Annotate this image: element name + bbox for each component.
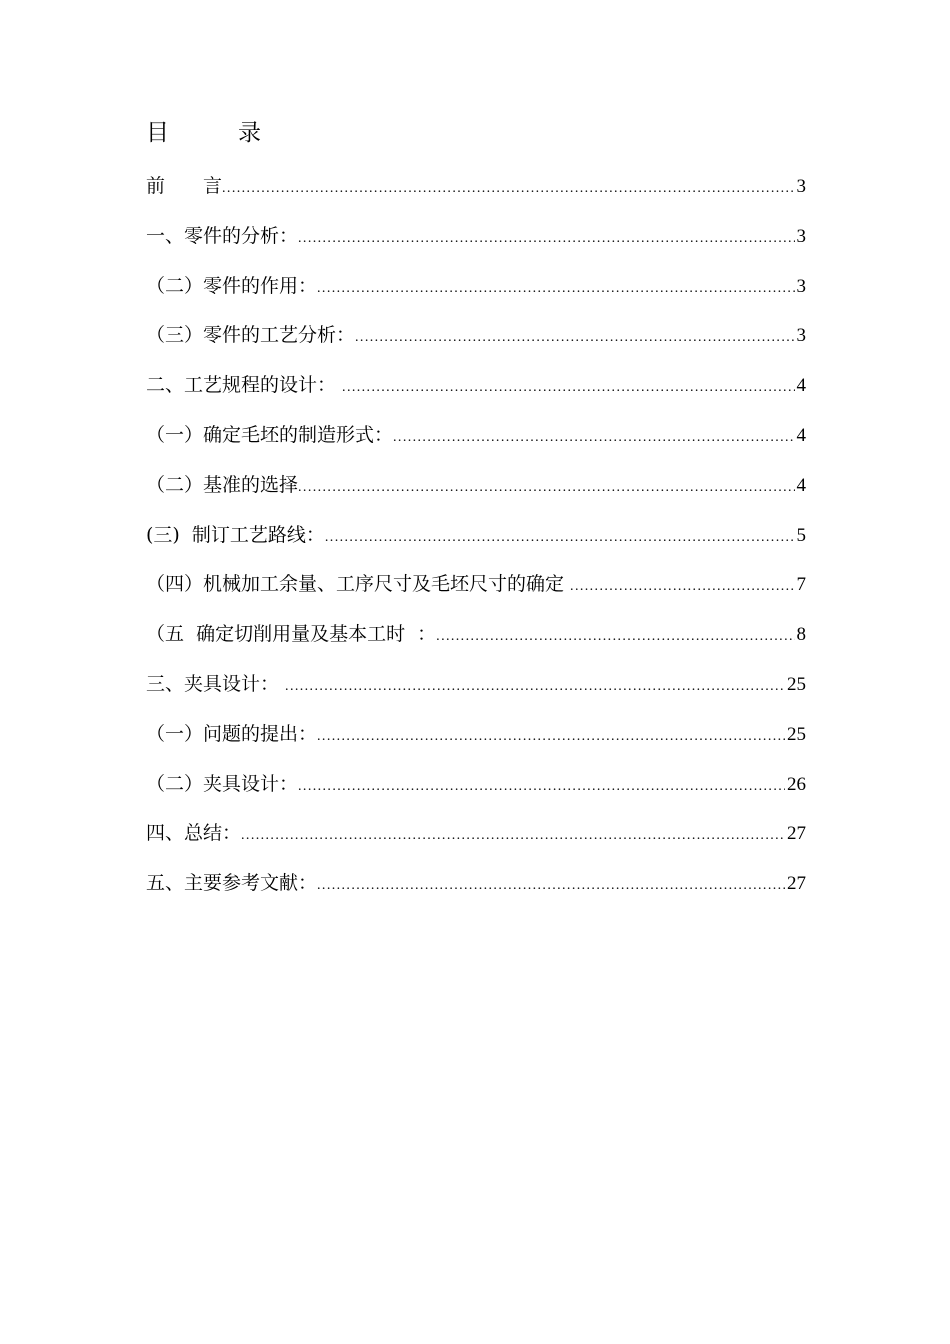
toc-entry-label: 四、总结：: [146, 822, 242, 845]
toc-entry-label: （二）夹具设计：: [146, 772, 299, 795]
toc-entry-cutting-parameters[interactable]: [146, 619, 806, 669]
dot-leader: [317, 871, 785, 901]
toc-page-number: 3: [796, 325, 806, 347]
dot-leader: [298, 224, 794, 254]
toc-entry-machining-allowance[interactable]: [146, 569, 806, 619]
toc-entry-process-analysis[interactable]: [146, 320, 806, 370]
toc-entry-label: （二）基准的选择: [146, 473, 299, 496]
dot-leader: [285, 672, 785, 702]
toc-page-number: 3: [796, 176, 806, 197]
toc-list: [146, 171, 806, 918]
toc-entry-blank-form[interactable]: [146, 420, 806, 470]
dot-leader: [317, 274, 794, 304]
dot-leader: [222, 174, 794, 204]
dot-leader: [298, 473, 794, 503]
toc-page-number: 4: [796, 474, 806, 496]
toc-entry-problem-statement[interactable]: [146, 719, 806, 769]
toc-page-number: 3: [796, 275, 806, 297]
toc-entry-label: （五 确定切削用量及基本工时 ：: [146, 623, 437, 646]
toc-page-number: 5: [796, 524, 806, 546]
toc-page-number: 25: [787, 673, 806, 695]
toc-page-number: 8: [796, 624, 806, 646]
toc-entry-process-design[interactable]: [146, 370, 806, 420]
toc-entry-label: 一、零件的分析：: [146, 224, 299, 247]
dot-leader: [241, 821, 785, 851]
toc-entry-references[interactable]: [146, 868, 806, 918]
toc-entry-process-route[interactable]: [146, 520, 806, 570]
toc-page-number: 27: [787, 873, 806, 895]
toc-page-number: 7: [796, 574, 806, 596]
toc-entry-label: （一）确定毛坯的制造形式：: [146, 423, 394, 446]
toc-entry-label: 二、工艺规程的设计：: [146, 374, 343, 397]
toc-page-number: 3: [796, 225, 806, 247]
toc-entry-preface[interactable]: [146, 171, 806, 221]
toc-page-number: 25: [787, 723, 806, 745]
toc-entry-datum-selection[interactable]: [146, 470, 806, 520]
dot-leader: [355, 323, 794, 353]
toc-entry-label: 前 言: [146, 175, 223, 197]
dot-leader: [317, 722, 785, 752]
toc-entry-fixture-design[interactable]: [146, 669, 806, 719]
dot-leader: [436, 622, 794, 652]
dot-leader: [298, 772, 785, 802]
toc-page-number: 27: [787, 823, 806, 845]
toc-entry-summary[interactable]: [146, 818, 806, 868]
toc-entry-label: （二）零件的作用：: [146, 274, 318, 297]
toc-entry-label: （四）机械加工余量、工序尺寸及毛坯尺寸的确定: [146, 573, 571, 596]
toc-entry-part-analysis[interactable]: [146, 221, 806, 271]
toc-entry-label: (三) 制订工艺路线：: [146, 523, 325, 546]
toc-entry-label: （一）问题的提出：: [146, 722, 318, 745]
toc-entry-fixture-design-detail[interactable]: [146, 769, 806, 819]
toc-title: 目 录: [146, 120, 261, 146]
dot-leader: [342, 373, 794, 403]
toc-page-number: 4: [796, 375, 806, 397]
toc-page-number: 4: [796, 424, 806, 446]
toc-entry-label: （三）零件的工艺分析：: [146, 324, 356, 347]
dot-leader: [393, 423, 794, 453]
dot-leader: [325, 523, 795, 553]
toc-entry-label: 三、夹具设计：: [146, 672, 286, 695]
toc-entry-part-function[interactable]: [146, 271, 806, 321]
dot-leader: [570, 572, 794, 602]
toc-entry-label: 五、主要参考文献：: [146, 872, 318, 895]
toc-page-number: 26: [787, 773, 806, 795]
